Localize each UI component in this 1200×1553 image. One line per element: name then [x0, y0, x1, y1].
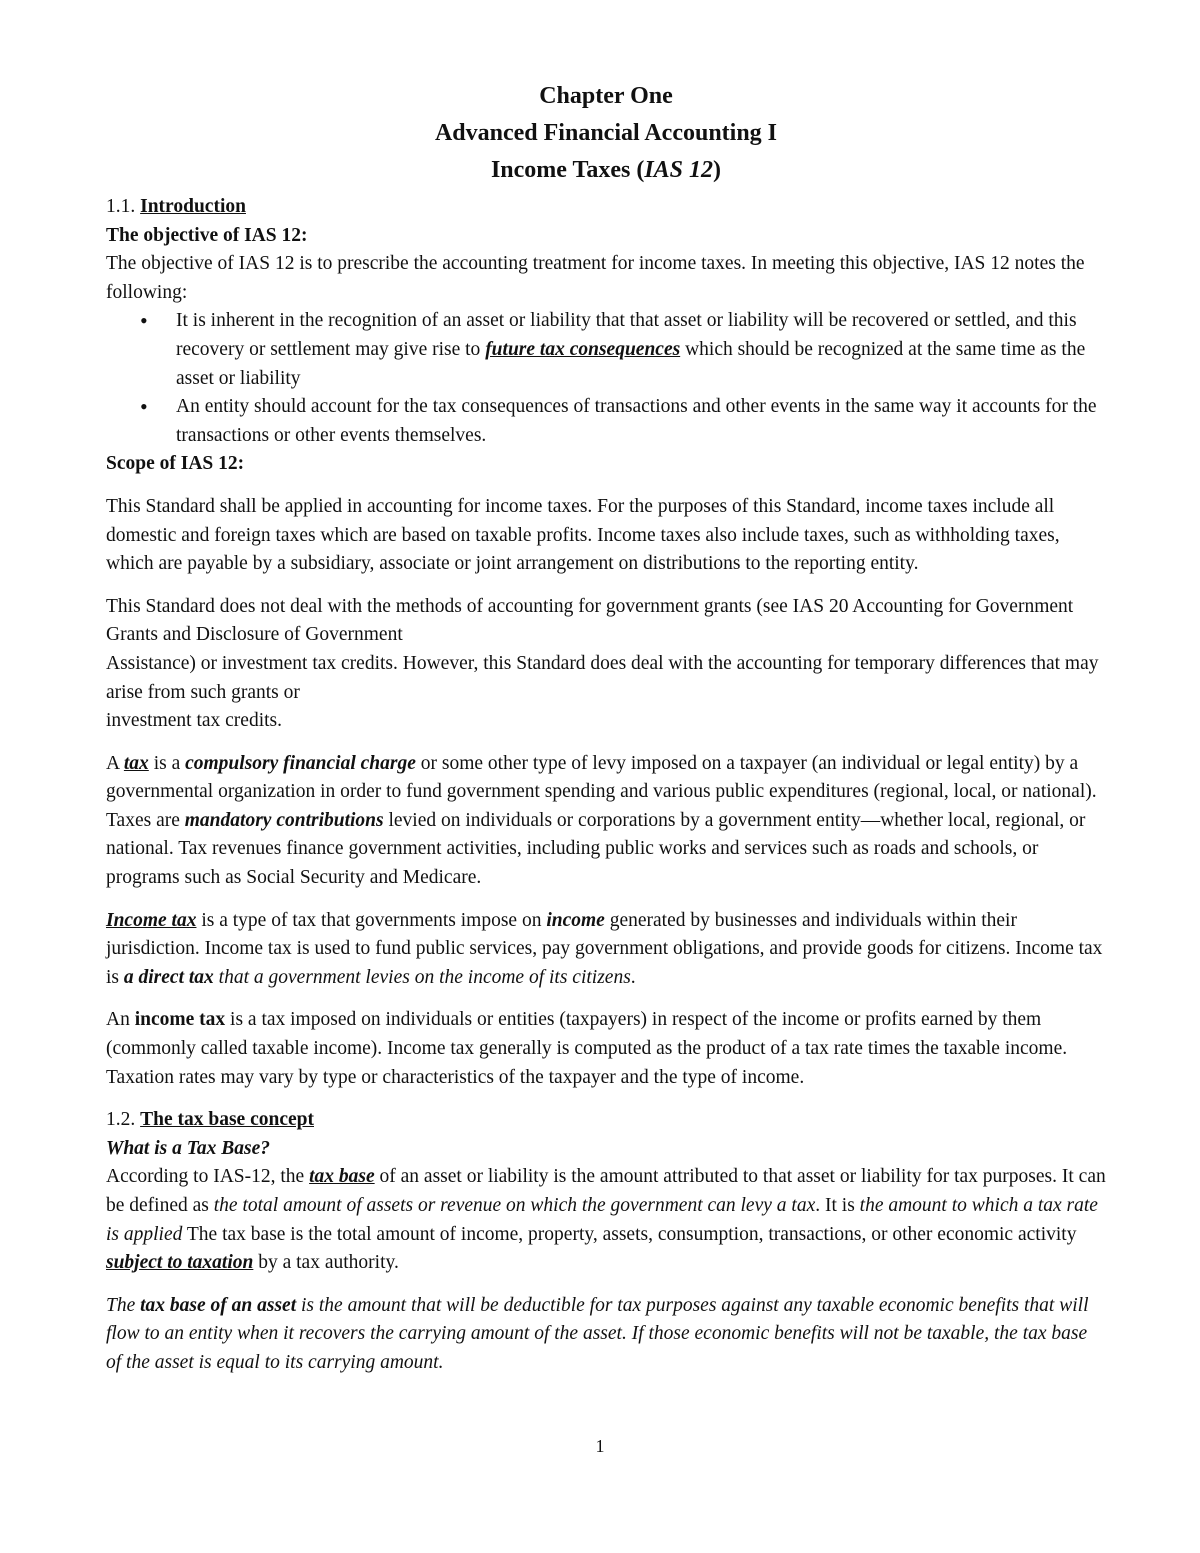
text-run: The: [106, 1294, 141, 1316]
topic-standard: IAS 12: [644, 157, 714, 183]
scope-paragraph: This Standard shall be applied in accounting for income taxes. For the purposes of this Standard, income taxes include all domestic and foreign taxes which are based on taxable profits. Income taxes also include taxes, such as withholding taxes, which are payable by a subsidiary, associate or joint arrangement on distributions to the reporting entity.: [106, 495, 1060, 575]
text-run: A: [106, 752, 124, 774]
text-run: is a type of tax that governments impose on: [196, 909, 547, 931]
emphasis-compulsory-financial-charge: compulsory financial charge: [185, 752, 416, 774]
emphasis-tax: tax: [123, 752, 149, 774]
topic-suffix: ): [713, 157, 722, 183]
course-title: Advanced Financial Accounting I: [434, 120, 778, 146]
section-heading-tax-base: [106, 1106, 1106, 1135]
text-run: by a tax authority.: [253, 1252, 399, 1274]
emphasis-income-tax: Income tax: [106, 909, 197, 931]
text-run: levied on individuals or corporations by a government entity—whether local, regional, or national. Tax revenues finance government activities, including public works and services such as roads and schools, or programs such as Social Security and Medicare.: [106, 809, 1086, 889]
italic-text: the amount to which a tax rate is applied: [106, 1195, 1098, 1245]
text-run: . It is: [815, 1195, 860, 1216]
objective-bullet-list: [106, 307, 1106, 450]
bullet-text: It is inherent in the recognition of an asset or liability that that asset or liability will be recovered or settled, and this recovery or settlement may give rise to: [176, 310, 1077, 360]
tax-base-question: What is a Tax Base?: [106, 1137, 270, 1159]
section-number: 1.2.: [106, 1109, 136, 1131]
page-number: 1: [595, 1436, 605, 1456]
income-tax-paragraph-2: [106, 1006, 1106, 1092]
emphasis-subject-to-taxation: subject to taxation: [106, 1252, 254, 1274]
section-title: Introduction: [140, 196, 246, 217]
topic-prefix: Income Taxes (: [490, 157, 645, 183]
document-body: [106, 78, 1106, 1378]
bullet-text: which should be recognized at the same time as the asset or liability: [176, 338, 1086, 389]
text-run: of an asset or liability is the amount attributed to that asset or liability for tax purposes. It can be defined as: [106, 1166, 1106, 1216]
text-run: The tax base is the total amount of income, property, assets, consumption, transactions, or other economic activity: [182, 1223, 1077, 1245]
objective-heading: The objective of IAS 12:: [106, 224, 308, 246]
scope-line: This Standard does not deal with the methods of accounting for government grants (see IAS 20 Accounting for Government Grants and Disclosure of Government: [106, 595, 1074, 646]
emphasis-tax-base: tax base: [309, 1166, 375, 1188]
title-block: [106, 78, 1106, 189]
scope-line: Assistance) or investment tax credits. However, this Standard does deal with the accounting for temporary differences that may arise from such grants or: [106, 652, 1099, 703]
section-number: 1.1.: [106, 196, 136, 217]
text-run: According to IAS-12, the: [106, 1166, 310, 1188]
bullet-item: [176, 307, 1106, 393]
tax-definition-paragraph: [106, 750, 1106, 893]
scope-line: investment tax credits.: [106, 710, 282, 732]
scope-heading: Scope of IAS 12:: [106, 453, 245, 475]
income-tax-paragraph: [106, 907, 1106, 993]
section-heading-introduction: [106, 193, 1106, 222]
chapter-title: Chapter One: [539, 83, 673, 109]
section-title: The tax base concept: [140, 1109, 314, 1131]
scope-paragraph-2: [106, 593, 1106, 736]
emphasis-income-tax-bold: income tax: [134, 1009, 226, 1031]
text-run: generated by businesses and individuals within their jurisdiction. Income tax is used to fund public services, pay government obligations, and provide goods for citizens. Income tax is: [106, 909, 1103, 988]
emphasis-future-tax-consequences: future tax consequences: [485, 338, 681, 360]
bullet-item: • An entity should account for the tax consequences of transactions and other events in the same way it accounts for the transactions or other events themselves.: [176, 393, 1106, 450]
objective-text: The objective of IAS 12 is to prescribe the accounting treatment for income taxes. In meeting this objective, IAS 12 notes the following:: [106, 253, 1085, 303]
text-run: is a: [148, 752, 186, 774]
emphasis-tax-base-of-asset: tax base of an asset: [140, 1294, 297, 1316]
italic-text: the total amount of assets or revenue on which the government can levy a tax: [213, 1195, 816, 1216]
emphasis-income: income: [546, 909, 605, 931]
tax-base-asset-paragraph: [106, 1292, 1106, 1378]
emphasis-mandatory-contributions: mandatory contributions: [184, 809, 384, 831]
emphasis-direct-tax: a direct tax: [123, 966, 214, 988]
tax-base-paragraph: [106, 1163, 1106, 1277]
text-run: .: [630, 966, 636, 988]
text-run: An: [106, 1009, 135, 1031]
topic-title: [106, 152, 1106, 189]
italic-text: that a government levies on the income of its citizens: [213, 966, 631, 988]
text-run: or some other type of levy imposed on a taxpayer (an individual or legal entity) by a governmental organization in order to fund government spending and various public expenditures (regional, local, or national). Taxes are: [106, 752, 1097, 831]
text-run: is the amount that will be deductible for tax purposes against any taxable economic benefits that will flow to an entity when it recovers the carrying amount of the asset. If those economic benefits will not be taxable, the tax base of the asset is equal to its carrying amount.: [106, 1294, 1089, 1373]
text-run: is a tax imposed on individuals or entities (taxpayers) in respect of the income or profits earned by them (commonly called taxable income). Income tax generally is computed as the product of a tax rate times the taxable income. Taxation rates may vary by type or characteristics of the taxpayer and the type of income.: [106, 1009, 1068, 1088]
